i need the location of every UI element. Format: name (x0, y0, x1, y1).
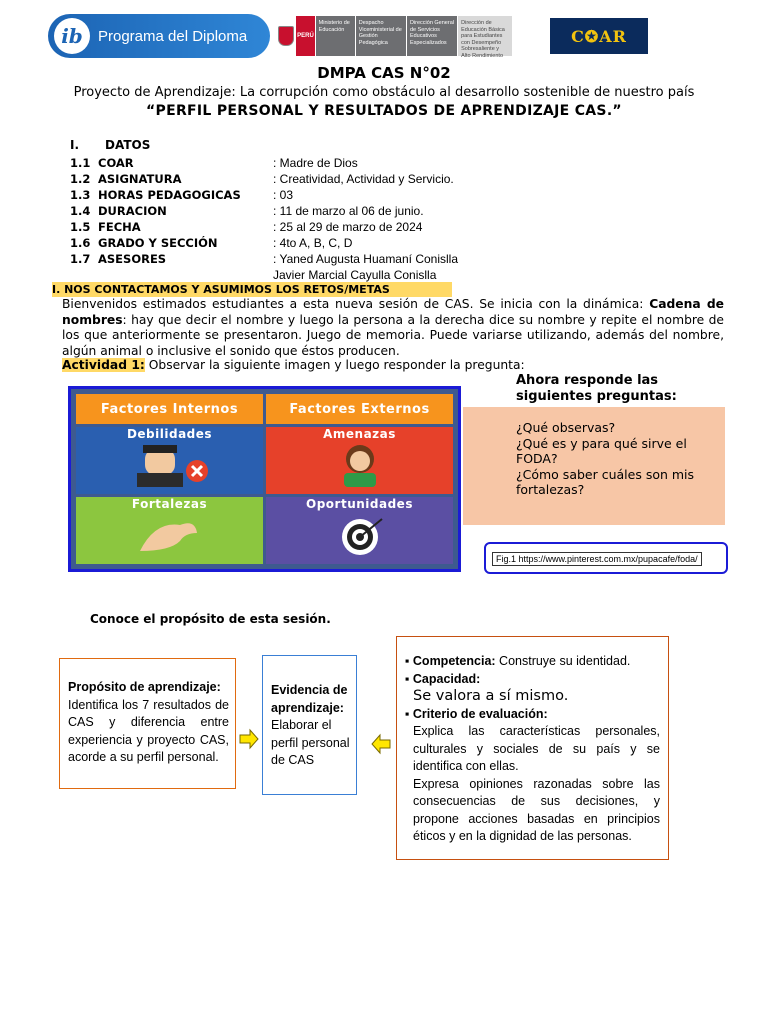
foda-external-header: Factores Externos (266, 394, 453, 424)
arrow-right-icon (238, 728, 260, 750)
peru-label: PERÚ (296, 16, 314, 56)
learning-purpose-box (59, 658, 236, 789)
learning-evidence-title: Evidencia de aprendizaje: (271, 683, 348, 715)
foda-image (68, 386, 461, 572)
intro-paragraph: Bienvenidos estimados estudiantes a esta nueva sesión de CAS. Se inicia con la dinámica: Cadena de nombres: hay que decir el nombre y luego la persona a la derecha dice su nombre y repite el nombre de los que anteriormente se presentaron. Juego de memoria. Puede variarse utilizando, además del nombre, algún animal o inclusive el sonido que éstos producen. (62, 297, 724, 358)
datos-row: 1.6 GRADO Y SECCIÓN : 4to A, B, C, D (70, 236, 353, 250)
datos-row: 1.7 ASESORES : Yaned Augusta Huamaní Conislla (70, 252, 459, 266)
minedu-block-3: Dirección General de Servicios Educativos Especializados (407, 16, 457, 56)
competency-box (396, 636, 669, 860)
datos-row: Javier Marcial Cayulla Conislla (273, 268, 437, 282)
foda-weaknesses: Debilidades (76, 427, 263, 494)
foda-internal-header: Factores Internos (76, 394, 263, 424)
question-item: ¿Qué observas? (516, 420, 616, 435)
figure-caption: Fig.1 https://www.pinterest.com.mx/pupacafe/foda/ (492, 552, 702, 566)
learning-evidence-box (262, 655, 357, 795)
competency-line: ▪ Competencia: Construye su identidad. (405, 654, 631, 668)
minedu-block-4: Dirección de Educación Básica para Estudiantes con Desempeño Sobresaliente y Alto Rendimiento (458, 16, 512, 56)
session-title: “PERFIL PERSONAL Y RESULTADOS DE APRENDIZAJE CAS.” (146, 103, 622, 119)
minedu-logo (276, 16, 512, 59)
angry-woman-icon (320, 441, 400, 487)
purpose-heading: Conoce el propósito de esta sesión. (90, 612, 331, 626)
foda-threats: Amenazas (266, 427, 453, 494)
arrow-left-icon (370, 733, 392, 755)
activity-1: Actividad 1: Observar la siguiente imagen y luego responder la pregunta: (62, 358, 525, 372)
datos-list (70, 155, 458, 283)
ib-logo (48, 14, 270, 58)
learning-purpose-text: Identifica los 7 resultados de CAS y diferencia entre experiencia y proyecto CAS, acorde a su perfil personal. (68, 697, 229, 764)
datos-row: 1.4 DURACION : 11 de marzo al 06 de junio. (70, 204, 424, 218)
minedu-block-1: Ministerio de Educación (316, 16, 355, 56)
worried-man-icon (115, 441, 225, 487)
project-subtitle: Proyecto de Aprendizaje: La corrupción como obstáculo al desarrollo sostenible de nuestro país (73, 85, 695, 100)
section-retos-heading: I. NOS CONTACTAMOS Y ASUMIMOS LOS RETOS/METAS (52, 282, 452, 297)
foda-strengths: Fortalezas (76, 497, 263, 564)
peru-shield-icon (276, 16, 296, 56)
coar-logo: C✪AR (550, 18, 648, 54)
criteria-label: ▪ Criterio de evaluación: (405, 706, 548, 721)
criteria-text-1: Explica las características personales, culturales y sociales de su país y se identifica con ellas. (413, 724, 660, 773)
flexed-arm-icon (125, 511, 215, 557)
foda-opportunities: Oportunidades (266, 497, 453, 564)
question-item: ¿Cómo saber cuáles son mis fortalezas? (516, 466, 695, 497)
questions-heading: Ahora responde las siguientes preguntas: (516, 373, 677, 404)
learning-purpose-title: Propósito de aprendizaje: (68, 680, 221, 694)
ib-emblem: ib (54, 18, 90, 54)
question-item: ¿Qué es y para qué sirve el FODA? (516, 435, 687, 466)
document-title: DMPA CAS N°02 (317, 64, 451, 82)
criteria-text-2: Expresa opiniones razonadas sobre las consecuencias de sus decisiones, y propone acciones basadas en principios éticos y en la dignidad de las personas. (413, 776, 660, 843)
ib-logo-text: Programa del Diploma (98, 27, 248, 45)
target-icon (320, 511, 400, 557)
learning-evidence-text: Elaborar el perfil personal de CAS (271, 718, 350, 767)
datos-row: 1.5 FECHA : 25 al 29 de marzo de 2024 (70, 220, 423, 234)
datos-row: 1.1 COAR : Madre de Dios (70, 156, 358, 170)
capacity-text: Se valora a sí mismo. (413, 688, 569, 704)
questions-list (516, 420, 721, 498)
datos-row: 1.3 HORAS PEDAGOGICAS : 03 (70, 188, 294, 202)
section-datos-heading: I. DATOS (70, 138, 151, 152)
capacity-label: ▪ Capacidad: (405, 671, 481, 686)
datos-row: 1.2 ASIGNATURA : Creatividad, Actividad y Servicio. (70, 172, 454, 186)
minedu-block-2: Despacho Viceministerial de Gestión Pedagógica (356, 16, 406, 56)
